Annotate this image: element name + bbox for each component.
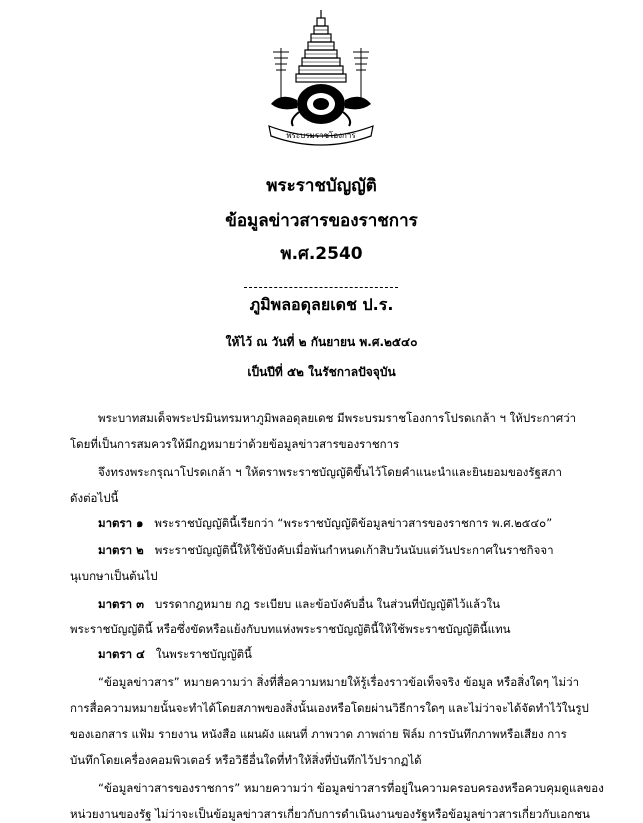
dashed-divider	[244, 287, 398, 288]
document-subtitle: ข้อมูลข่าวสารของราชการ	[225, 211, 418, 231]
reign-year: เป็นปีที่ ๕๒ ในรัชกาลปัจจุบัน	[247, 365, 396, 379]
preamble-line-3: จึงทรงพระกรุณาโปรดเกล้า ฯ ให้ตราพระราชบัญญัติขึ้นไว้โดยคำแนะนำและยินยอมของรัฐสภา	[98, 465, 562, 479]
definition-1-line-2: การสื่อความหมายนั้นจะทำได้โดยสภาพของสิ่งนั้นเองหรือโดยผ่านวิธีการใดๆ และไม่ว่าจะได้จัดทำไว้ในรูป	[70, 701, 589, 715]
document-title: พระราชบัญญัติ	[266, 176, 377, 196]
section-2-label: มาตรา ๒	[98, 543, 144, 557]
section-2-text: พระราชบัญญัตินี้ให้ใช้บังคับเมื่อพ้นกำหนดเก้าสิบวันนับแต่วันประกาศในราชกิจจา	[154, 543, 554, 557]
royal-garuda-emblem	[259, 8, 383, 150]
section-3	[98, 596, 500, 612]
section-3-text: บรรดากฎหมาย กฎ ระเบียบ และข้อบังคับอื่น ในส่วนที่บัญญัติไว้แล้วใน	[154, 597, 501, 611]
section-2-continued: นุเบกษาเป็นต้นไป	[70, 569, 158, 583]
definition-2-line-1: “ข้อมูลข่าวสารของราชการ” หมายความว่า ข้อมูลข่าวสารที่อยู่ในความครอบครองหรือควบคุมดูแลของ	[98, 781, 604, 795]
section-4	[98, 646, 252, 662]
section-3-continued: พระราชบัญญัตินี้ หรือซึ่งขัดหรือแย้งกับบทแห่งพระราชบัญญัตินี้ให้ใช้พระราชบัญญัตินี้แทน	[70, 622, 511, 636]
emblem-banner-text: พระบรมราชโองการ	[286, 131, 356, 140]
section-1	[98, 515, 552, 531]
definition-1-line-1: “ข้อมูลข่าวสาร” หมายความว่า สิ่งที่สื่อความหมายให้รู้เรื่องราวข้อเท็จจริง ข้อมูล หรือสิ่งใดๆ ไม่ว่า	[98, 675, 580, 689]
section-1-text: พระราชบัญญัตินี้เรียกว่า “พระราชบัญญัติข้อมูลข่าวสารของราชการ พ.ศ.๒๕๔๐”	[154, 516, 553, 530]
section-2	[98, 542, 554, 558]
preamble-line-4: ดังต่อไปนี้	[70, 491, 119, 505]
section-1-label: มาตรา ๑	[98, 516, 144, 530]
document-year: พ.ศ.2540	[280, 244, 363, 264]
preamble-line-2: โดยที่เป็นการสมควรให้มีกฎหมายว่าด้วยข้อมูลข่าวสารของราชการ	[70, 437, 400, 451]
section-3-label: มาตรา ๓	[98, 597, 145, 611]
definition-2-line-2: หน่วยงานของรัฐ ไม่ว่าจะเป็นข้อมูลข่าวสารเกี่ยวกับการดำเนินงานของรัฐหรือข้อมูลข่าวสารเกี่ยวกับเอกชน	[70, 807, 590, 821]
king-signature-name: ภูมิพลอดุลยเดช ป.ร.	[249, 295, 394, 314]
section-4-label: มาตรา ๔	[98, 647, 145, 661]
definition-1-line-4: บันทึกโดยเครื่องคอมพิวเตอร์ หรือวิธีอื่นใดที่ทำให้สิ่งที่บันทึกไว้ปรากฏได้	[70, 753, 422, 767]
definition-1-line-3: ของเอกสาร แฟ้ม รายงาน หนังสือ แผนผัง แผนที่ ภาพวาด ภาพถ่าย ฟิล์ม การบันทึกภาพหรือเสียง การ	[70, 727, 567, 741]
preamble-line-1: พระบาทสมเด็จพระปรมินทรมหาภูมิพลอดุลยเดช มีพระบรมราชโองการโปรดเกล้า ฯ ให้ประกาศว่า	[98, 411, 577, 425]
section-4-text: ในพระราชบัญญัตินี้	[155, 647, 252, 661]
given-date: ให้ไว้ ณ วันที่ ๒ กันยายน พ.ศ.๒๕๔๐	[225, 335, 418, 349]
